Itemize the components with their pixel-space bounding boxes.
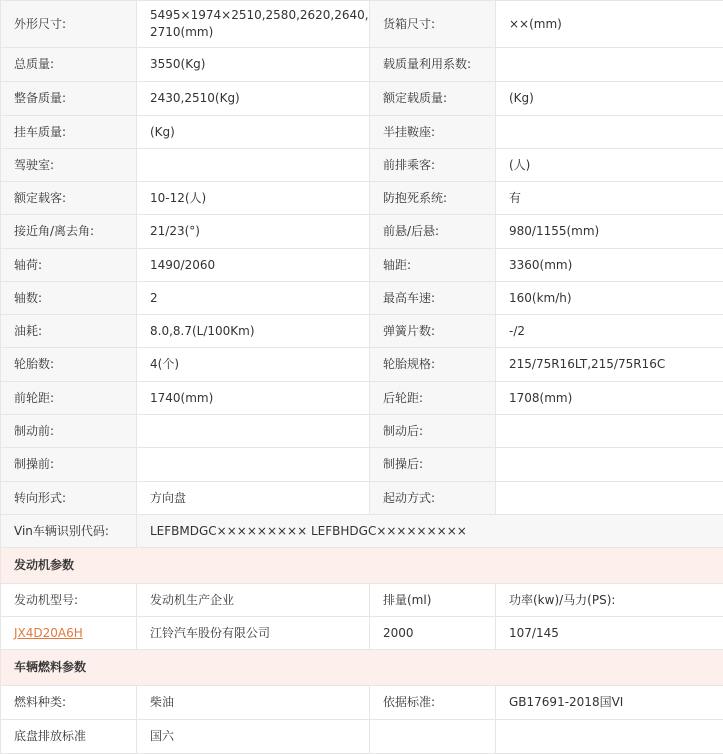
spec-value: 3550(Kg) bbox=[137, 48, 370, 82]
spec-key: 挂车质量: bbox=[1, 116, 137, 149]
spec-key: 前排乘客: bbox=[370, 149, 496, 182]
spec-value bbox=[137, 415, 370, 448]
table-row bbox=[1, 348, 723, 382]
spec-key: 额定载质量: bbox=[370, 82, 496, 116]
spec-key: 转向形式: bbox=[1, 482, 137, 515]
spec-value bbox=[496, 448, 723, 482]
spec-value bbox=[496, 116, 723, 149]
spec-key: 整备质量: bbox=[1, 82, 137, 116]
spec-value: 980/1155(mm) bbox=[496, 215, 723, 249]
vin-value: LEFBMDGC××××××××× LEFBHDGC××××××××× bbox=[137, 515, 723, 548]
table-row bbox=[1, 448, 723, 482]
fuel-section-title: 车辆燃料参数 bbox=[1, 650, 723, 686]
spec-key: 制操前: bbox=[1, 448, 137, 482]
spec-value: 1708(mm) bbox=[496, 382, 723, 415]
standard-label: 依据标准: bbox=[370, 686, 496, 720]
spec-value: 8.0,8.7(L/100Km) bbox=[137, 315, 370, 348]
standard-value: GB17691-2018国VI bbox=[496, 686, 723, 720]
spec-value bbox=[496, 482, 723, 515]
vin-row bbox=[1, 515, 723, 548]
engine-value-row bbox=[1, 617, 723, 650]
spec-key: 驾驶室: bbox=[1, 149, 137, 182]
engine-header: 发动机生产企业 bbox=[137, 584, 370, 617]
spec-key: 接近角/离去角: bbox=[1, 215, 137, 249]
spec-value: 1740(mm) bbox=[137, 382, 370, 415]
engine-section-header bbox=[1, 548, 723, 584]
spec-value: 方向盘 bbox=[137, 482, 370, 515]
empty-cell bbox=[370, 720, 496, 754]
engine-header: 功率(kw)/马力(PS): bbox=[496, 584, 723, 617]
spec-key: 油耗: bbox=[1, 315, 137, 348]
emission-row bbox=[1, 720, 723, 754]
spec-value: 5495×1974×2510,2580,2620,2640,2710(mm) bbox=[137, 1, 370, 48]
engine-section-title: 发动机参数 bbox=[1, 548, 723, 584]
spec-key: 轴荷: bbox=[1, 249, 137, 282]
table-row bbox=[1, 282, 723, 315]
spec-value: (Kg) bbox=[496, 82, 723, 116]
table-row bbox=[1, 1, 723, 48]
spec-value: 2 bbox=[137, 282, 370, 315]
table-row bbox=[1, 149, 723, 182]
empty-cell bbox=[496, 720, 723, 754]
spec-key: 半挂鞍座: bbox=[370, 116, 496, 149]
table-row bbox=[1, 249, 723, 282]
spec-body bbox=[1, 1, 723, 754]
table-row bbox=[1, 215, 723, 249]
spec-value: -/2 bbox=[496, 315, 723, 348]
spec-value: 1490/2060 bbox=[137, 249, 370, 282]
fuel-row bbox=[1, 686, 723, 720]
spec-value: 2430,2510(Kg) bbox=[137, 82, 370, 116]
spec-key: 货箱尺寸: bbox=[370, 1, 496, 48]
engine-header-row bbox=[1, 584, 723, 617]
spec-key: 最高车速: bbox=[370, 282, 496, 315]
fuel-type-label: 燃料种类: bbox=[1, 686, 137, 720]
engine-model-cell bbox=[1, 617, 137, 650]
spec-value bbox=[496, 48, 723, 82]
spec-value: (Kg) bbox=[137, 116, 370, 149]
spec-value: 21/23(°) bbox=[137, 215, 370, 249]
engine-header: 发动机型号: bbox=[1, 584, 137, 617]
spec-key: 制动后: bbox=[370, 415, 496, 448]
spec-value: 160(km/h) bbox=[496, 282, 723, 315]
emission-label: 底盘排放标准 bbox=[1, 720, 137, 754]
spec-key: 载质量利用系数: bbox=[370, 48, 496, 82]
table-row bbox=[1, 382, 723, 415]
table-row bbox=[1, 482, 723, 515]
spec-key: 后轮距: bbox=[370, 382, 496, 415]
spec-key: 制操后: bbox=[370, 448, 496, 482]
spec-value: ××(mm) bbox=[496, 1, 723, 48]
engine-model-link[interactable]: JX4D20A6H bbox=[14, 625, 83, 640]
spec-value bbox=[137, 149, 370, 182]
spec-key: 前轮距: bbox=[1, 382, 137, 415]
spec-key: 起动方式: bbox=[370, 482, 496, 515]
spec-value: (人) bbox=[496, 149, 723, 182]
engine-header: 排量(ml) bbox=[370, 584, 496, 617]
spec-value: 3360(mm) bbox=[496, 249, 723, 282]
vin-label: Vin车辆识别代码: bbox=[1, 515, 137, 548]
spec-value: 有 bbox=[496, 182, 723, 215]
table-row bbox=[1, 82, 723, 116]
spec-key: 弹簧片数: bbox=[370, 315, 496, 348]
table-row bbox=[1, 182, 723, 215]
engine-maker: 江铃汽车股份有限公司 bbox=[137, 617, 370, 650]
spec-value: 10-12(人) bbox=[137, 182, 370, 215]
engine-power: 107/145 bbox=[496, 617, 723, 650]
spec-key: 轮胎规格: bbox=[370, 348, 496, 382]
spec-key: 前悬/后悬: bbox=[370, 215, 496, 249]
spec-key: 防抱死系统: bbox=[370, 182, 496, 215]
spec-key: 制动前: bbox=[1, 415, 137, 448]
spec-key: 轴数: bbox=[1, 282, 137, 315]
table-row bbox=[1, 116, 723, 149]
spec-key: 外形尺寸: bbox=[1, 1, 137, 48]
table-row bbox=[1, 48, 723, 82]
fuel-section-header bbox=[1, 650, 723, 686]
spec-value bbox=[137, 448, 370, 482]
engine-displacement: 2000 bbox=[370, 617, 496, 650]
spec-value: 4(个) bbox=[137, 348, 370, 382]
spec-key: 轮胎数: bbox=[1, 348, 137, 382]
spec-key: 轴距: bbox=[370, 249, 496, 282]
spec-key: 总质量: bbox=[1, 48, 137, 82]
fuel-type-value: 柴油 bbox=[137, 686, 370, 720]
table-row bbox=[1, 415, 723, 448]
emission-value: 国六 bbox=[137, 720, 370, 754]
spec-key: 额定载客: bbox=[1, 182, 137, 215]
spec-value: 215/75R16LT,215/75R16C bbox=[496, 348, 723, 382]
spec-value bbox=[496, 415, 723, 448]
table-row bbox=[1, 315, 723, 348]
